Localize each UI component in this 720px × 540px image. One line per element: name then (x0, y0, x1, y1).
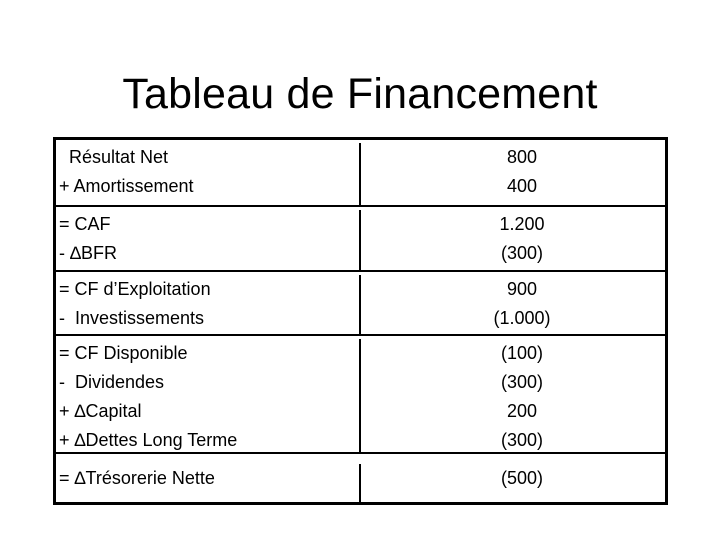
page-title: Tableau de Financement (122, 70, 598, 118)
row-values (361, 210, 665, 270)
table-row-operating-result (56, 140, 665, 205)
label-cf-disponible: = CF Disponible (59, 343, 188, 363)
financing-table (53, 137, 668, 505)
row-labels (56, 464, 361, 502)
table-row-cf-disponible (56, 334, 665, 452)
label-caf: = CAF (59, 214, 111, 234)
row-labels (56, 275, 361, 334)
label-investissements: - Investissements (59, 308, 205, 328)
value-amortissement: 400 (506, 176, 538, 196)
row-labels (56, 143, 361, 205)
label-delta-dettes-lt: + ∆Dettes Long Terme (59, 430, 238, 450)
table-row-tresorerie (56, 452, 665, 502)
value-caf: 1.200 (499, 214, 545, 234)
value-investissements: (1.000) (493, 308, 551, 328)
label-resultat-net: Résultat Net (59, 147, 169, 167)
value-delta-dettes-lt: (300) (500, 430, 544, 450)
row-values (361, 339, 665, 452)
label-delta-capital: + ∆Capital (59, 401, 142, 421)
value-delta-bfr: (300) (500, 243, 544, 263)
label-dividendes: - Dividendes (59, 372, 165, 392)
table-row-cf-exploitation (56, 270, 665, 334)
value-dividendes: (300) (500, 372, 544, 392)
row-labels (56, 339, 361, 452)
value-delta-tresorerie: (500) (500, 468, 544, 488)
value-cf-disponible: (100) (500, 343, 544, 363)
label-amortissement: + Amortissement (59, 176, 194, 196)
table-row-caf (56, 205, 665, 270)
label-cf-exploitation: = CF d’Exploitation (59, 279, 211, 299)
value-delta-capital: 200 (506, 401, 538, 421)
row-values (361, 275, 665, 334)
value-cf-exploitation: 900 (506, 279, 538, 299)
row-values (361, 464, 665, 502)
label-delta-bfr: - ∆BFR (59, 243, 118, 263)
label-delta-tresorerie: = ∆Trésorerie Nette (59, 468, 215, 488)
row-labels (56, 210, 361, 270)
value-resultat-net: 800 (506, 147, 538, 167)
row-values (361, 143, 665, 205)
